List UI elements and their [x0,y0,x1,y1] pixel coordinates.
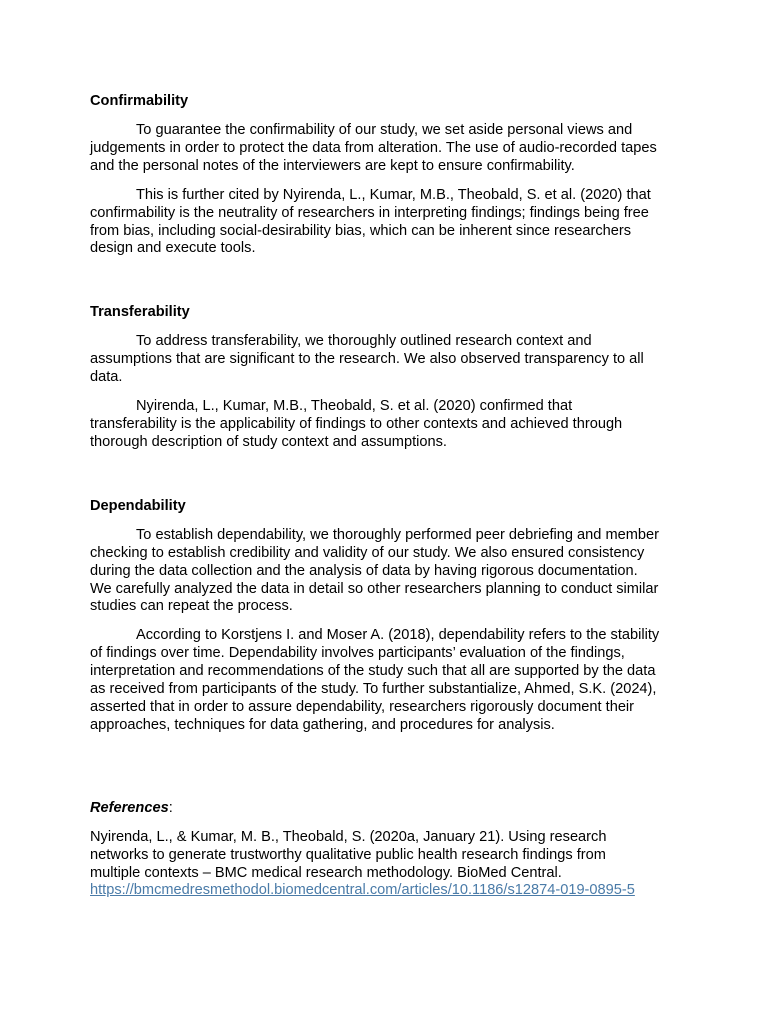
section-dependability [90,498,682,735]
section-heading: Dependability [90,497,186,514]
references-heading-text: References [90,799,169,816]
paragraph-line: studies can repeat the process. [90,598,293,615]
paragraph-line: during the data collection and the analysis of data by having rigorous documentation. [90,562,638,579]
paragraph-line: According to Korstjens I. and Moser A. (2018), dependability refers to the stability [136,627,660,644]
paragraph-line: data. [90,369,123,386]
paragraph-line: from bias, including social-desirability bias, which can be inherent since researchers [90,222,632,239]
paragraph-line: To guarantee the confirmability of our study, we set aside personal views and [136,122,633,138]
paragraph-line: and the personal notes of the interviewers are kept to ensure confirmability. [90,157,575,174]
paragraph [90,187,682,259]
paragraph [90,398,682,452]
paragraph [90,333,682,387]
paragraph-line: thorough description of study context and assumptions. [90,433,447,450]
references-heading-colon: : [168,799,173,816]
document-page [90,93,682,900]
references-heading [90,800,682,818]
paragraph-line: approaches, techniques for data gathering, and procedures for analysis. [90,716,555,733]
reference-link[interactable]: https://bmcmedresmethodol.biomedcentral.com/articles/10.1186/s12874-019-0895-5 [90,882,635,899]
paragraph-line: interpretation and recommendations of the study such that all are supported by the data [90,663,656,680]
paragraph-line: transferability is the applicability of findings to other contexts and achieved through [90,415,623,432]
section-heading: Transferability [90,304,190,321]
paragraph-line: To address transferability, we thoroughly outlined research context and [136,333,592,350]
reference-line: Nyirenda, L., & Kumar, M. B., Theobald, S. (2020a, January 21). Using research [90,828,607,845]
paragraph-line: judgements in order to protect the data from alteration. The use of audio-recorded tapes [90,139,657,156]
reference-line: networks to generate trustworthy qualitative public health research findings from [90,846,606,863]
paragraph-line: Nyirenda, L., Kumar, M.B., Theobald, S. et al. (2020) confirmed that [136,398,573,415]
paragraph-line: confirmability is the neutrality of researchers in interpreting findings; findings being free [90,204,649,221]
reference-entry [90,829,682,901]
paragraph-line: checking to establish credibility and validity of our study. We also ensured consistency [90,544,645,561]
paragraph-line: To establish dependability, we thoroughly performed peer debriefing and member [136,526,659,543]
paragraph-line: This is further cited by Nyirenda, L., Kumar, M.B., Theobald, S. et al. (2020) that [136,186,651,203]
paragraph-line: design and execute tools. [90,240,256,257]
paragraph-line: of findings over time. Dependability involves participants’ evaluation of the findings, [90,645,625,662]
section-confirmability [90,93,682,258]
reference-line: multiple contexts – BMC medical research methodology. BioMed Central. [90,864,562,881]
paragraph-line: asserted that in order to assure dependability, researchers rigorously document their [90,698,635,715]
section-heading: Confirmability [90,93,189,109]
paragraph-line: assumptions that are significant to the research. We also observed transparency to all [90,351,644,368]
paragraph [90,122,682,176]
paragraph-line: We carefully analyzed the data in detail so other researchers planning to conduct similar [90,580,659,597]
paragraph [90,527,682,617]
paragraph-line: as received from participants of the study. To further substantialize, Ahmed, S.K. (2024), [90,681,657,698]
section-transferability [90,304,682,451]
section-references [90,800,682,901]
paragraph [90,627,682,734]
